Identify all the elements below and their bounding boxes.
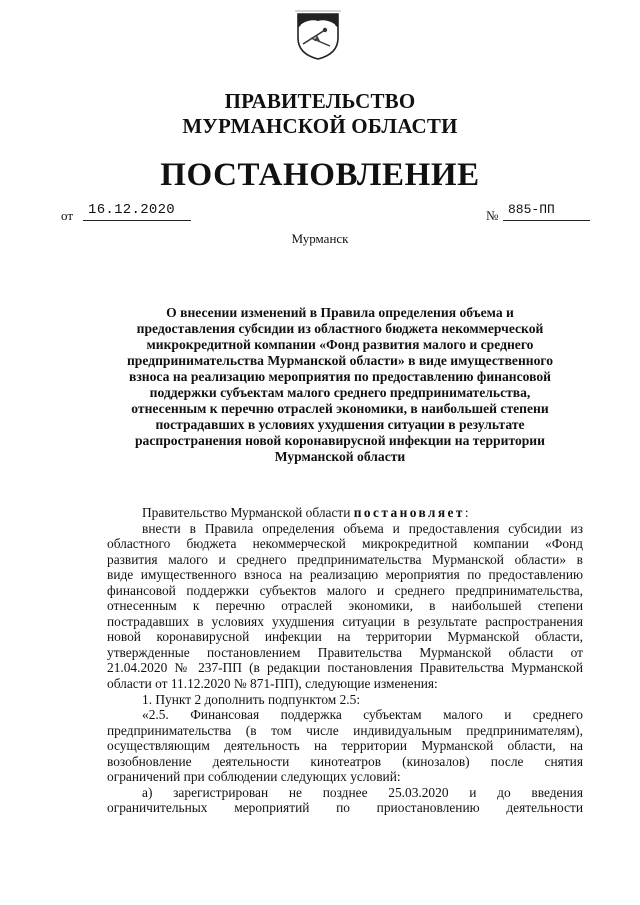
title-line: пострадавших в условиях ухудшения ситуации в результате [155,417,525,432]
body-line: утвержденные постановлением Правительства Мурманской области от [107,644,583,660]
body-line: области от 11.12.2020 № 871-ПП), следующие изменения: [107,676,438,692]
body-line: ограничительных мероприятий по приостановлению деятельности [107,800,583,816]
title-line: предпринимательства Мурманской области» в виде имущественного [126,353,554,368]
body-line: областного бюджета некоммерческой микрокредитной компании «Фонд [107,536,583,552]
body-line: виде имущественного взноса на реализацию мероприятия по предоставлению [107,567,583,583]
coat-of-arms-icon [295,8,341,60]
body-line: 1. Пункт 2 дополнить подпунктом 2.5: [142,691,361,707]
title-line: распространения новой коронавирусной инфекции на территории [135,433,545,448]
document-number: 885-ПП [503,202,590,221]
title-line: поддержки субъектам малого среднего предпринимательства, [149,385,531,400]
document-body [107,505,583,816]
title-line: предоставления субсидии из областного бюджета некоммерческой [136,321,544,336]
title-line: взноса на реализацию мероприятия по предоставлению финансовой [129,369,551,384]
body-intro [107,505,583,521]
government-title-line2: МУРМАНСКОЙ ОБЛАСТИ [182,114,458,138]
body-line: осуществляющим деятельность на территории Мурманской области, на [107,738,583,754]
body-line: возобновление деятельности кинотеатров (кинозалов) после снятия [107,753,583,769]
title-line: отнесенным к перечню отраслей экономики, в наибольшей степени [131,401,549,416]
title-line: Мурманской области [274,449,406,464]
intro-decree-word: постановляет [353,505,465,520]
title-line: О внесении изменений в Правила определения объема и [166,305,514,320]
date-label: от [61,208,74,223]
body-line: отнесенным к перечню отраслей экономики, в наибольшей степени [107,598,583,614]
document-date: 16.12.2020 [83,202,191,221]
body-line: развития малого и среднего предпринимательства Мурманской области» в [107,551,583,567]
city: Мурманск [291,231,349,246]
body-line: предпринимательства (в том числе индивидуальным предпринимателям), [107,722,583,738]
intro-prefix: Правительство Мурманской области [142,505,354,520]
body-line: «2.5. Финансовая поддержка субъектам малого и среднего [142,707,583,723]
title-line: микрокредитной компании «Фонд развития малого и среднего [146,337,534,352]
intro-suffix: : [464,505,469,520]
document-title [107,305,573,465]
number-label: № [486,208,499,223]
body-line: а) зарегистрирован не позднее 25.03.2020 и до введения [142,784,583,800]
body-line: 21.04.2020 № 237-ПП (в редакции постановления Правительства Мурманской [107,660,583,676]
document-type: ПОСТАНОВЛЕНИЕ [160,157,480,193]
body-line: новой коронавирусной инфекции на территории Мурманской области, [107,629,583,645]
body-line: ограничений при соблюдении следующих условий: [107,769,401,785]
government-title-line1: ПРАВИТЕЛЬСТВО [224,89,416,113]
body-line: внести в Правила определения объема и предоставления субсидии из [142,520,583,536]
body-line: пострадавших в условиях ухудшения ситуации в результате распространения [107,613,583,629]
body-line: финансовой поддержки субъектов малого и среднего предпринимательства, [107,582,583,598]
